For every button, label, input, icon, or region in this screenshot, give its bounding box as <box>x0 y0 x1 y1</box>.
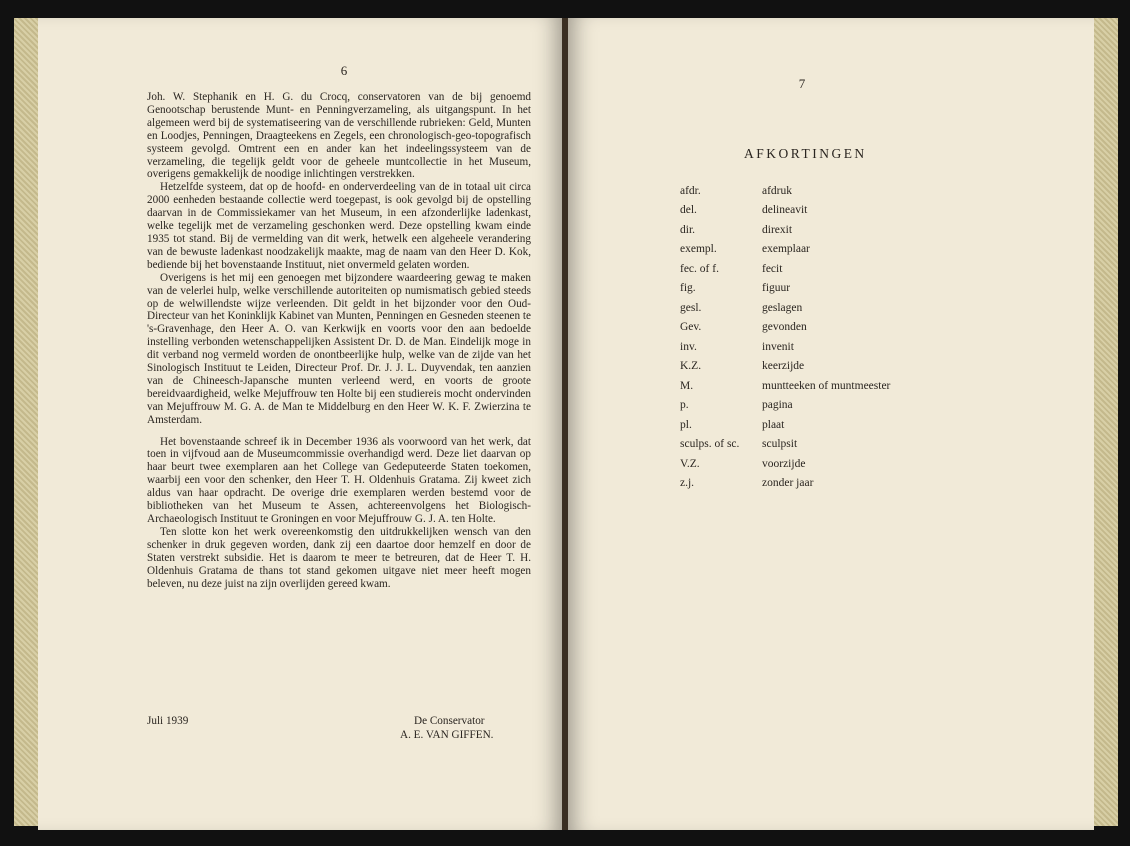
right-page <box>568 18 1094 830</box>
abbreviation: V.Z. <box>680 457 700 470</box>
paragraph: Het bovenstaande schreef ik in December 1936 als voorwoord van het werk, dat toen in vijfvoud aan de Museumcommissie overhandigd werd. Deze liet daarvan op haar beurt twee exemplaren aan het College van Gedeputeerde Staten toekomen, waarbij een voor den schenker, den Heer T. H. Oldenhuis Gratama. Zij kweet zich aldus van haar opdracht. De overige drie exemplaren werden bestemd voor de bibliotheken van het Museum te Assen, achtereenvolgens het Biologisch-Archaeologisch Instituut te Groningen en voor Mejuffrouw G. J. A. ten Holte. <box>147 435 531 525</box>
meaning: figuur <box>762 282 791 295</box>
abbreviation: exempl. <box>680 243 717 256</box>
meaning: delineavit <box>762 204 808 217</box>
book-edge-left <box>14 18 38 826</box>
abbreviation: K.Z. <box>680 360 702 373</box>
list-item <box>680 396 890 416</box>
meaning: keerzijde <box>762 360 805 373</box>
list-item <box>680 318 890 338</box>
page-number: 6 <box>340 63 348 78</box>
list-item <box>680 357 890 377</box>
list-item <box>680 376 890 396</box>
meaning: direxit <box>762 223 793 236</box>
page-number: 7 <box>798 76 806 91</box>
book-edge-right <box>1094 18 1118 826</box>
abbreviation: z.j. <box>680 477 695 490</box>
signature-name: A. E. VAN GIFFEN. <box>400 729 494 741</box>
meaning: plaat <box>762 418 785 431</box>
meaning: geslagen <box>762 301 803 314</box>
list-item <box>680 201 890 221</box>
list-item <box>680 220 890 240</box>
paragraph: Overigens is het mij een genoegen met bijzondere waardeering gewag te maken van de velerlei hulp, welke verschillende autoriteiten op numismatisch gebied steeds op de welwillendste wijze verleenden. Dit geldt in het bijzonder voor den Oud-Directeur van het Koninklijk Kabinet van Munten, Penningen en Gesneden steenen te 's-Gravenhage, den Heer A. O. van Kerkwijk en voorts voor den aan bedoelde instelling verbonden wetenschappelijken Assistent Dr. D. de Man. Eindelijk moge in dit verband nog vermeld worden de onontbeerlijke hulp, welke van de zijde van het Sinologisch Instituut te Leiden, Directeur Prof. Dr. J. J. L. Duyvendak, ten aanzien van de Chineesch-Japansche munten verleend werd, en voorts de groote bereidvaardigheid, welke Mejuffrouw ten Holte bij een studiereis mocht ondervinden van Mejuffrouw M. G. A. de Man te Middelburg en den Heer W. K. F. Zwierzina te Amsterdam. <box>147 271 531 426</box>
abbreviation: del. <box>680 204 697 217</box>
list-item <box>680 474 890 494</box>
meaning: sculpsit <box>762 438 798 451</box>
abbreviation: inv. <box>680 340 697 353</box>
paragraph: Joh. W. Stephanik en H. G. du Crocq, conservatoren van de bij genoemd Genootschap berustende Munt- en Penningverzameling, als uitgangspunt. In het algemeen werd bij de systematiseering van de verschillende rubrieken: Geld, Munten en Loodjes, Penningen, Draagteekens en Zegels, een chronologisch-geo-topografisch systeem gevolgd. Omtrent een en ander kan het indeelingssysteem van de verzameling, die tegelijk geldt voor de geheele muntcollectie in het Museum, overigens gemakkelijk de noodige inlichtingen verstrekken. <box>147 91 531 181</box>
abbreviation: sculps. of sc. <box>680 438 740 451</box>
abbreviation: fec. of f. <box>680 262 719 275</box>
meaning: gevonden <box>762 321 807 334</box>
meaning: muntteeken of muntmeester <box>762 379 891 392</box>
abbreviation: Gev. <box>680 321 702 334</box>
list-item <box>680 259 890 279</box>
list-item <box>680 298 890 318</box>
abbreviation: fig. <box>680 282 696 295</box>
body-text <box>147 91 531 590</box>
left-page <box>38 18 562 830</box>
paragraph: Hetzelfde systeem, dat op de hoofd- en onderverdeeling van de in totaal uit circa 2000 eenheden bestaande collectie werd toegepast, is ook gevolgd bij de opstelling daarvan in de Commissiekamer van het Museum, in een afzonderlijke ladenkast, welke tegelijk met de verzameling geschonken werd. Deze opstelling kwam einde 1935 tot stand. Bij de vermelding van dit werk, hetwelk een algeheele verandering van de bewuste ladenkast noodzakelijk maakte, mag de naam van den Heer D. Kok, bediende bij het bovenstaande Instituut, niet onvermeld gelaten worden. <box>147 181 531 271</box>
list-item <box>680 181 890 201</box>
list-item <box>680 279 890 299</box>
abbreviation-list <box>680 181 890 493</box>
abbreviation: pl. <box>680 418 692 431</box>
page-title: AFKORTINGEN <box>744 146 867 161</box>
meaning: zonder jaar <box>762 477 814 490</box>
abbreviation: M. <box>680 379 694 392</box>
list-item <box>680 240 890 260</box>
meaning: afdruk <box>762 184 793 197</box>
list-item <box>680 454 890 474</box>
abbreviation: dir. <box>680 223 696 236</box>
meaning: exemplaar <box>762 243 810 256</box>
meaning: voorzijde <box>762 457 806 470</box>
meaning: fecit <box>762 262 783 275</box>
meaning: pagina <box>762 399 793 412</box>
list-item <box>680 435 890 455</box>
signature-title: De Conservator <box>414 715 485 727</box>
abbreviation: afdr. <box>680 184 701 197</box>
date: Juli 1939 <box>147 715 189 727</box>
list-item <box>680 337 890 357</box>
list-item <box>680 415 890 435</box>
abbreviation: p. <box>680 399 689 412</box>
abbreviation: gesl. <box>680 301 702 314</box>
paragraph: Ten slotte kon het werk overeenkomstig den uitdrukkelijken wensch van den schenker in druk gegeven worden, dank zij een daartoe door hemzelf en door de Staten verstrekt subsidie. Het is daarom te meer te betreuren, dat de Heer T. H. Oldenhuis Gratama de thans tot stand gekomen uitgave niet meer heeft mogen beleven, nu deze juist na zijn overlijden gereed kwam. <box>147 525 531 590</box>
meaning: invenit <box>762 340 794 353</box>
